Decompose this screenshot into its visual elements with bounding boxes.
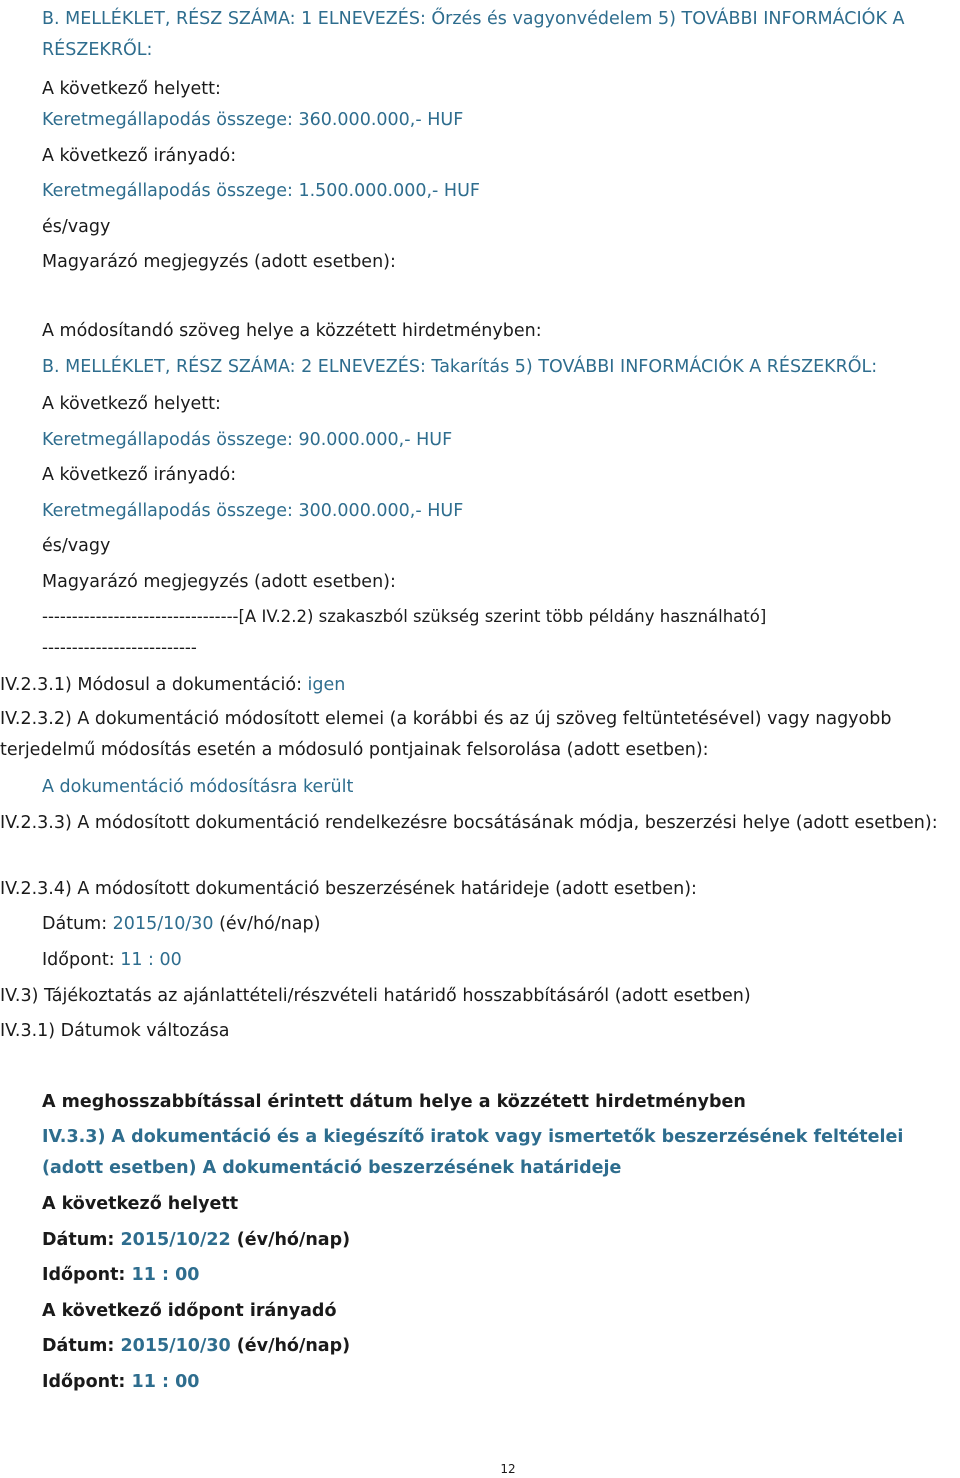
old-time-label: Időpont: (42, 1265, 132, 1285)
separator-line: ---------------------------------[A IV.2.2) szakaszból szükség szerint több példány használható] (42, 607, 767, 626)
separator-line-2: -------------------------- (42, 638, 197, 657)
extension-new-date-line (42, 1335, 350, 1357)
iv231-value: igen (307, 675, 346, 695)
block2-note: Magyarázó megjegyzés (adott esetben): (42, 572, 396, 592)
iv232-value: A dokumentáció módosításra került (42, 777, 354, 797)
extension-new-time-line (42, 1371, 199, 1393)
iv234-date-line (42, 913, 320, 935)
extension-location-label: A meghosszabbítással érintett dátum helye a közzétett hirdetményben (42, 1092, 746, 1112)
extension-ref: IV.3.3) A dokumentáció és a kiegészítő iratok vagy ismertetők beszerzésének feltételei (adott esetben) A dokumentáció beszerzésének határideje (42, 1127, 904, 1178)
block1-note: Magyarázó megjegyzés (adott esetben): (42, 252, 396, 272)
old-date-label: Dátum: (42, 1230, 121, 1250)
block2-old-amount: Keretmegállapodás összege: 90.000.000,- HUF (42, 430, 453, 450)
iv234-time-line (42, 949, 182, 971)
iv3-heading: IV.3) Tájékoztatás az ajánlattételi/részvételi határidő hosszabbításáról (adott esetben) (0, 986, 751, 1006)
block2-heading: B. MELLÉKLET, RÉSZ SZÁMA: 2 ELNEVEZÉS: Takarítás 5) TOVÁBBI INFORMÁCIÓK A RÉSZEKRŐL: (42, 357, 878, 377)
new-date-suffix: (év/hó/nap) (230, 1336, 351, 1356)
iv234-date-label: Dátum: (42, 914, 113, 934)
extension-old-time-line (42, 1264, 199, 1286)
location-label: A módosítandó szöveg helye a közzétett hirdetményben: (42, 321, 542, 341)
iv231-label: IV.2.3.1) Módosul a dokumentáció: (0, 675, 308, 695)
iv232-label: IV.2.3.2) A dokumentáció módosított elemei (a korábbi és az új szöveg feltüntetésével) vagy nagyobb terjedelmű módosítás esetén a módosuló pontjainak felsorolása (adott esetben): (0, 709, 892, 760)
iv231-line (0, 674, 345, 696)
old-date-value: 2015/10/22 (120, 1230, 231, 1250)
new-time-label: Időpont: (42, 1372, 132, 1392)
block1-andor: és/vagy (42, 217, 111, 237)
iv31-heading: IV.3.1) Dátumok változása (0, 1021, 230, 1041)
iv234-date-suffix: (év/hó/nap) (213, 914, 321, 934)
extension-instead-label: A következő helyett (42, 1194, 239, 1214)
iv234-label: IV.2.3.4) A módosított dokumentáció beszerzésének határideje (adott esetben): (0, 879, 697, 899)
block2-valid-label: A következő irányadó: (42, 465, 237, 485)
iv233-label: IV.2.3.3) A módosított dokumentáció rendelkezésre bocsátásának módja, beszerzési helye (adott esetben): (0, 813, 938, 833)
block1-heading: B. MELLÉKLET, RÉSZ SZÁMA: 1 ELNEVEZÉS: Őrzés és vagyonvédelem 5) TOVÁBBI INFORMÁCIÓK A RÉSZEKRŐL: (42, 9, 905, 60)
block1-instead-label: A következő helyett: (42, 79, 221, 99)
old-time-value: 11 : 00 (131, 1265, 200, 1285)
old-date-suffix: (év/hó/nap) (230, 1230, 351, 1250)
new-date-value: 2015/10/30 (120, 1336, 231, 1356)
iv234-date-value: 2015/10/30 (112, 914, 214, 934)
block1-valid-label: A következő irányadó: (42, 146, 237, 166)
new-time-value: 11 : 00 (131, 1372, 200, 1392)
page-number: 12 (500, 1462, 516, 1476)
block2-andor: és/vagy (42, 536, 111, 556)
block1-new-amount: Keretmegállapodás összege: 1.500.000.000,- HUF (42, 181, 480, 201)
new-date-label: Dátum: (42, 1336, 121, 1356)
extension-old-date-line (42, 1229, 350, 1251)
block2-new-amount: Keretmegállapodás összege: 300.000.000,- HUF (42, 501, 464, 521)
iv234-time-value: 11 : 00 (120, 950, 182, 970)
block1-old-amount: Keretmegállapodás összege: 360.000.000,- HUF (42, 110, 464, 130)
extension-valid-label: A következő időpont irányadó (42, 1301, 337, 1321)
iv234-time-label: Időpont: (42, 950, 121, 970)
block2-instead-label: A következő helyett: (42, 394, 221, 414)
